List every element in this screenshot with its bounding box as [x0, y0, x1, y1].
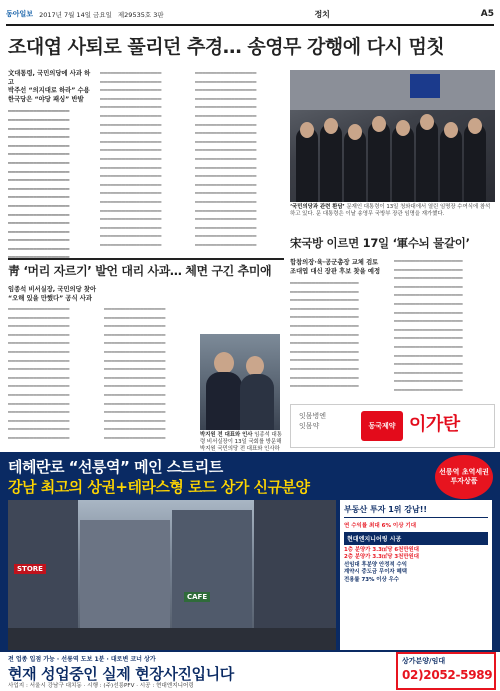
ad-bottom-line1: 전 업종 입점 가능 · 선릉역 도보 1분 · 대로변 코너 상가 [8, 656, 156, 663]
top-headline: 조대엽 사퇴로 풀리던 추경… 송영무 강행에 다시 멈칫 [8, 36, 445, 58]
caption-label: ‘국민의당과 관련 환담’ [290, 204, 345, 210]
top-story-lede [8, 70, 94, 263]
page-number: A5 [480, 9, 494, 19]
deck-line: 임종석 비서실장, 국민의당 찾아 [8, 286, 97, 293]
right-story-headline: 宋국방 이르면 17일 ‘軍수뇌 물갈이’ [290, 236, 470, 250]
ad-bottom-line3: 사업지 : 서울시 강남구 대치동 · 시행 : (주)선릉PFV · 시공 : 현대엔지니어링 [8, 683, 194, 689]
real-estate-ad[interactable] [0, 452, 500, 691]
top-story-photo [290, 70, 495, 202]
phone-number[interactable]: 02)2052-5989 [402, 668, 493, 682]
ad-title-line2: 강남 최고의 상권+테라스형 로드 상가 신규분양 [8, 478, 310, 496]
article-column: ━━━━━━━━━━━━━━━━━━━ ━━━━━━━━━━━━━━━━━━━ ━━━━━━━━━━━━━━━━━━━ ━━━━━━━━━━━━━━━━━━━ ━━━━━━━━━━━━━━━━━━━ ━━━━━━━━━━━━━━━━━━━ ━━━━━━━━━━━━━━━━━━━ ━━━━━━━━━━━━━━━━━━━ ━━━━━━━━━━━━━━━━━━━ ━━━━━━━━━━━━━━━━━━━ ━━━━━━━━━━━━━━━━━━━ ━━━━━━━━━━━━━━━━━━━ ━━━━━━━━━━━━━━━━━━━ [290, 280, 359, 391]
article-column: ━━━━━━━━━━━━━━━━━ ━━━━━━━━━━━━━━━━━ ━━━━━━━━━━━━━━━━━ ━━━━━━━━━━━━━━━━━ ━━━━━━━━━━━━━━━━━ ━━━━━━━━━━━━━━━━━ ━━━━━━━━━━━━━━━━━ ━━━━━━━━━━━━━━━━━ ━━━━━━━━━━━━━━━━━ ━━━━━━━━━━━━━━━━━ ━━━━━━━━━━━━━━━━━ ━━━━━━━━━━━━━━━━━ ━━━━━━━━━━━━━━━━━ ━━━━━━━━━━━━━━━━━ ━━━━━━━━━━━━━━━━━ ━━━━━━━━━━━━━━━━━ ━━━━━━━━━━━━━━━━━ ━━━━━━━━━━━━━━━━━ ━━━━━━━━━━━━━━━━━ ━━━━━━━━━━━━━━━━━ ━━━━━━━━━━━━━━━━━ [195, 70, 257, 249]
pharma-ad[interactable] [290, 404, 495, 448]
section-title: 정치 [314, 9, 330, 19]
deck-line: 박주선 “의지대로 하라” 수용 [8, 87, 90, 95]
panel-row: 계약시 중도금 무이자 혜택 [344, 569, 407, 576]
deck-line: 文대통령, 국민의당에 사과 하고 [8, 70, 91, 86]
second-story-photo [200, 334, 280, 430]
deck-line: 조대엽 대신 장관 후보 찾을 예정 [290, 268, 381, 275]
ad-phone-box[interactable] [396, 652, 496, 690]
article-column: ━━━━━━━━━━━━━━━━━ ━━━━━━━━━━━━━━━━━ ━━━━━━━━━━━━━━━━━ ━━━━━━━━━━━━━━━━━ ━━━━━━━━━━━━━━━━━ ━━━━━━━━━━━━━━━━━ ━━━━━━━━━━━━━━━━━ ━━━━━━━━━━━━━━━━━ ━━━━━━━━━━━━━━━━━ ━━━━━━━━━━━━━━━━━ ━━━━━━━━━━━━━━━━━ ━━━━━━━━━━━━━━━━━ ━━━━━━━━━━━━━━━━━ ━━━━━━━━━━━━━━━━━ ━━━━━━━━━━━━━━━━━ ━━━━━━━━━━━━━━━━━ ━━━━━━━━━━━━━━━━━ ━━━━━━━━━━━━━━━━━ ━━━━━━━━━━━━━━━━━ ━━━━━━━━━━━━━━━━━ ━━━━━━━━━━━━━━━━━ [100, 70, 162, 249]
article-column: ━━━━━━━━━━━━━━━━━━━ ━━━━━━━━━━━━━━━━━━━ ━━━━━━━━━━━━━━━━━━━ ━━━━━━━━━━━━━━━━━━━ ━━━━━━━━━━━━━━━━━━━ ━━━━━━━━━━━━━━━━━━━ ━━━━━━━━━━━━━━━━━━━ ━━━━━━━━━━━━━━━━━━━ ━━━━━━━━━━━━━━━━━━━ ━━━━━━━━━━━━━━━━━━━ ━━━━━━━━━━━━━━━━━━━ ━━━━━━━━━━━━━━━━━━━ ━━━━━━━━━━━━━━━━━━━ ━━━━━━━━━━━━━━━━━━━ ━━━━━━━━━━━━━━━━━━━ ━━━━━━━━━━━━━━━━━━━ [394, 258, 463, 394]
masthead [6, 4, 494, 26]
second-story-deck [8, 285, 128, 303]
article-column: ━━━━━━━━━━━━━━━━━ ━━━━━━━━━━━━━━━━━ ━━━━━━━━━━━━━━━━━ ━━━━━━━━━━━━━━━━━ ━━━━━━━━━━━━━━━━━ ━━━━━━━━━━━━━━━━━ ━━━━━━━━━━━━━━━━━ ━━━━━━━━━━━━━━━━━ ━━━━━━━━━━━━━━━━━ ━━━━━━━━━━━━━━━━━ ━━━━━━━━━━━━━━━━━ ━━━━━━━━━━━━━━━━━ ━━━━━━━━━━━━━━━━━ ━━━━━━━━━━━━━━━━━ ━━━━━━━━━━━━━━━━━ ━━━━━━━━━━━━━━━━━ [8, 306, 70, 442]
ad-tagline-line: 잇몸병엔 [299, 412, 327, 420]
store-sign: STORE [14, 564, 46, 574]
newspaper-logo: 동아일보 [6, 10, 34, 18]
ad-brand-badge: 동국제약 [361, 411, 403, 441]
ad-street-photo [8, 500, 336, 650]
top-photo-caption [290, 204, 495, 218]
deck-line: 한국당은 “야당 패싱” 반발 [8, 95, 84, 103]
store-sign: CAFE [184, 592, 210, 602]
panel-row: 1층 분양가 3.3㎡당 6천만원대 [344, 547, 419, 553]
ad-product-name: 이가탄 [409, 414, 460, 435]
article-column: ━━━━━━━━━━━━━━━━━ ━━━━━━━━━━━━━━━━━ ━━━━━━━━━━━━━━━━━ ━━━━━━━━━━━━━━━━━ ━━━━━━━━━━━━━━━━━ ━━━━━━━━━━━━━━━━━ ━━━━━━━━━━━━━━━━━ ━━━━━━━━━━━━━━━━━ ━━━━━━━━━━━━━━━━━ ━━━━━━━━━━━━━━━━━ ━━━━━━━━━━━━━━━━━ ━━━━━━━━━━━━━━━━━ ━━━━━━━━━━━━━━━━━ ━━━━━━━━━━━━━━━━━ ━━━━━━━━━━━━━━━━━ ━━━━━━━━━━━━━━━━━ [104, 306, 166, 442]
panel-row: 2층 분양가 3.3㎡당 3천만원대 [344, 554, 419, 561]
article-body-text: ━━━━━━━━━━━━━━━━━ ━━━━━━━━━━━━━━━━━ ━━━━━━━━━━━━━━━━━ ━━━━━━━━━━━━━━━━━ ━━━━━━━━━━━━━━━━━ ━━━━━━━━━━━━━━━━━ ━━━━━━━━━━━━━━━━━ ━━━━━━━━━━━━━━━━━ ━━━━━━━━━━━━━━━━━ ━━━━━━━━━━━━━━━━━ ━━━━━━━━━━━━━━━━━ ━━━━━━━━━━━━━━━━━ ━━━━━━━━━━━━━━━━━ ━━━━━━━━━━━━━━━━━ ━━━━━━━━━━━━━━━━━ ━━━━━━━━━━━━━━━━━ ━━━━━━━━━━━━━━━━━ ━━━━━━━━━━━━━━━━━ [8, 108, 70, 262]
deck-line: “오해 있을 만했다” 공식 사과 [8, 295, 92, 302]
ad-info-panel [340, 500, 492, 650]
panel-title: 부동산 투자 1위 강남!! [344, 504, 488, 518]
phone-label: 상가분양/임대 [402, 657, 446, 665]
top-story-deck [8, 70, 94, 104]
caption-label: 박지원 전 대표와 인사 [200, 432, 253, 438]
ad-bottom-line2: 현재 성업중인 실제 현장사진입니다 [8, 665, 234, 683]
second-story-headline: 靑 ‘머리 자르기’ 발언 대리 사과… 체면 구긴 추미애 [8, 258, 284, 279]
caption-text: 문재인 대통령이 13일 청와대에서 열린 임명장 수여식에 참석하고 있다. 문 대통령은 이날 송영무 국방부 장관 임명을 재가했다. [290, 204, 491, 217]
ad-tagline [299, 411, 326, 431]
ad-title-line1: 테헤란로 “선릉역” 메인 스트리트 [8, 458, 223, 476]
panel-row: 선임대 후분양 안정적 수익 [344, 561, 407, 568]
panel-row: 전용률 73% 이상 우수 [344, 576, 399, 583]
panel-highlight: 현대엔지니어링 시공 [344, 532, 488, 545]
deck-line: 합참의장·육·공군총장 교체 검토 [290, 259, 379, 266]
right-story-deck [290, 258, 390, 276]
ad-tagline-line: 잇몸약 [299, 422, 320, 430]
caption-text: 임종석 대통령 비서실장이 13일 국회를 방문해 박지원 국민의당 전 대표와 인사하 [200, 432, 282, 452]
ad-badge: 선릉역 초역세권 투자상품 [435, 455, 493, 499]
panel-subtitle: 연 수익률 최대 6% 이상 기대 [344, 523, 417, 529]
issue-date: 2017년 7월 14일 금요일 [39, 10, 112, 19]
issue-edition: 제29535호 3판 [117, 10, 164, 19]
